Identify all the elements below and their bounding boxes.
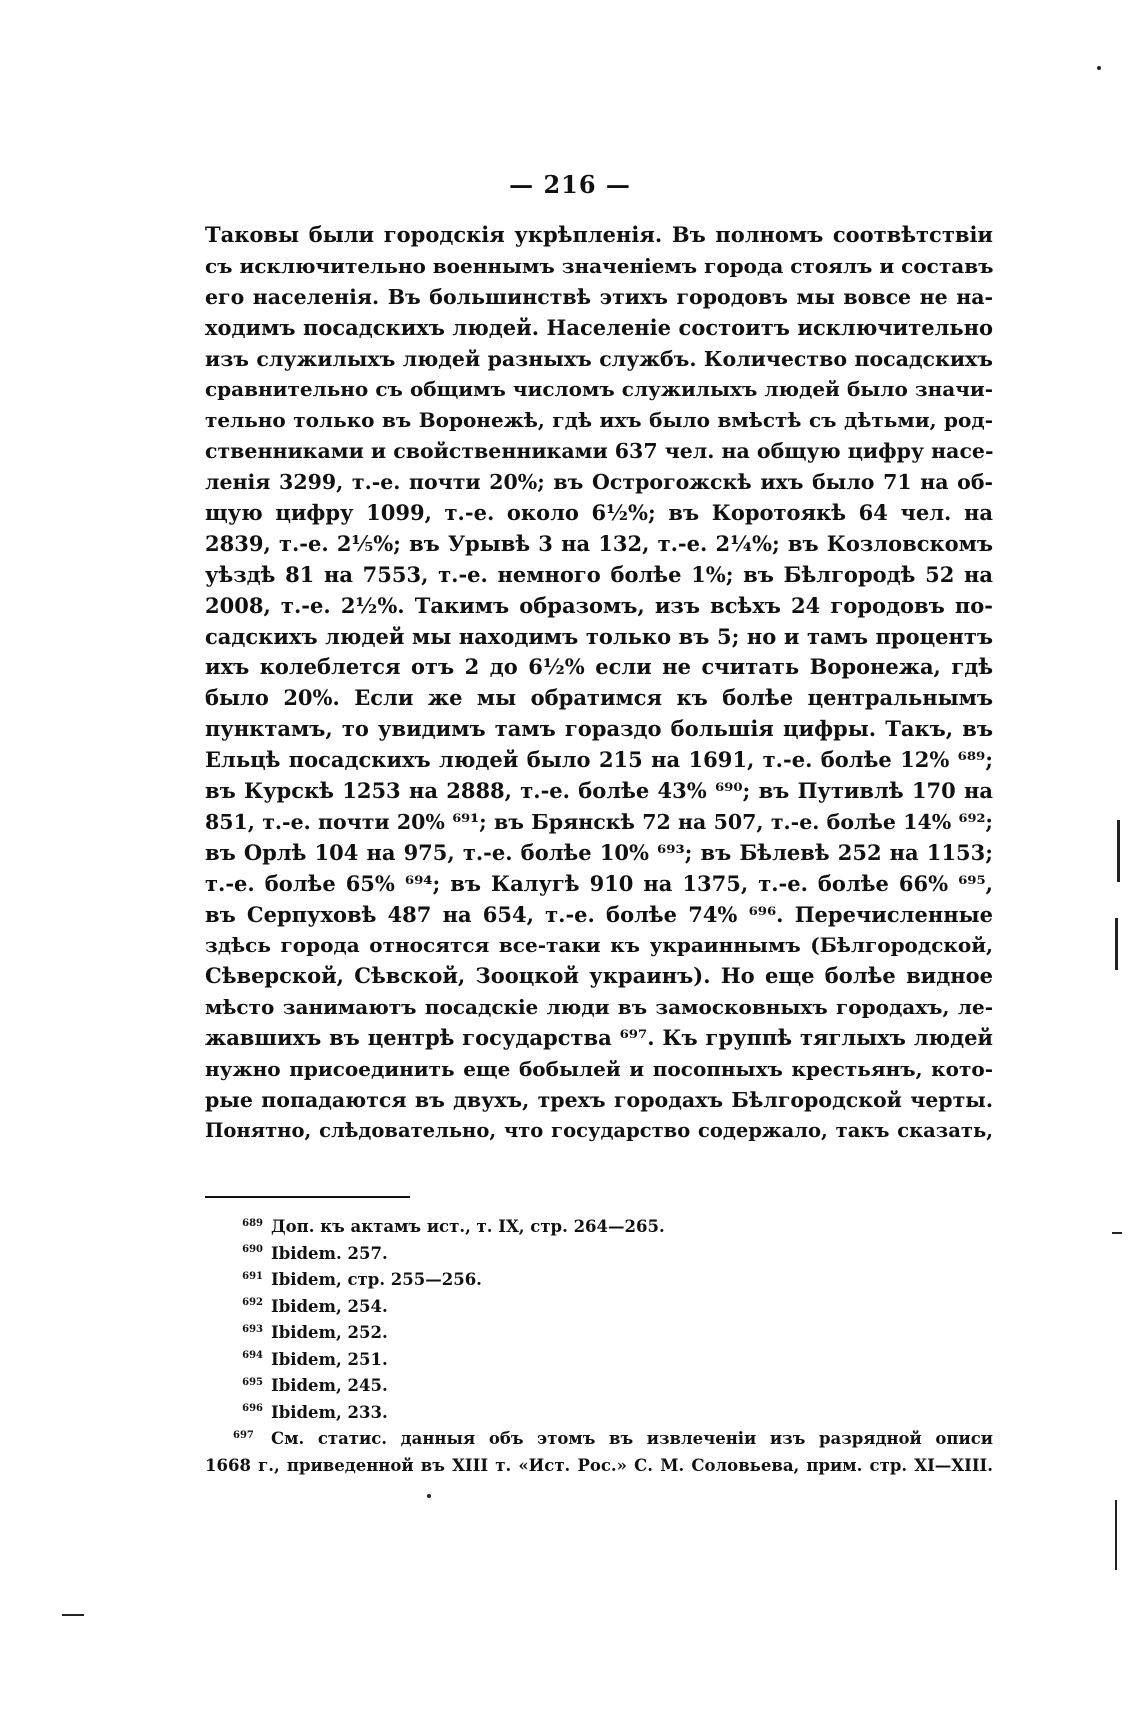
text-line: ходимъ посадскихъ людей. Населеніе состоитъ исключительно: [205, 314, 993, 340]
footnote: [205, 1214, 993, 1241]
text-line: въ Орлѣ 104 на 975, т.-е. болѣе 10% ⁶⁹³; въ Бѣлевѣ 252 на 1153;: [205, 839, 993, 865]
text-line: нужно присоединить еще бобылей и посопныхъ крестьянъ, кото-: [205, 1057, 993, 1082]
text-line: мѣсто занимаютъ посадскіе люди въ замосковныхъ городахъ, ле-: [205, 995, 993, 1020]
text-line: съ исключительно военнымъ значеніемъ города стоялъ и составъ: [205, 253, 993, 278]
scan-artifact: [427, 1494, 431, 1498]
footnote-divider: [205, 1196, 410, 1198]
footnote-number: 696: [242, 1403, 263, 1414]
footnote-number: 689: [242, 1217, 263, 1229]
footnote-number: 691: [242, 1270, 263, 1282]
footnote: [205, 1400, 993, 1427]
footnote: [205, 1347, 993, 1374]
text-line: въ Серпуховѣ 487 на 654, т.-е. болѣе 74% ⁶⁹⁶. Перечисленные: [205, 901, 993, 927]
page-number: — 216 —: [509, 170, 631, 199]
text-line: щую цифру 1099, т.-е. около 6½%; въ Коротоякѣ 64 чел. на: [205, 500, 993, 526]
footnote-text: Ibidem. 257.: [271, 1243, 388, 1263]
scan-artifact: [1115, 1500, 1117, 1570]
footnote: [205, 1426, 993, 1453]
footnote-number: 693: [242, 1323, 263, 1335]
text-line: ихъ колеблется отъ 2 до 6½% если не считать Воронежа, гдѣ: [205, 654, 993, 680]
text-line: 851, т.-е. почти 20% ⁶⁹¹; въ Брянскѣ 72 на 507, т.-е. болѣе 14% ⁶⁹²;: [205, 809, 993, 834]
footnote: [205, 1267, 993, 1294]
text-line: рые попадаются въ двухъ, трехъ городахъ Бѣлгородской черты.: [205, 1087, 993, 1112]
text-line: уѣздѣ 81 на 7553, т.-е. немного болѣе 1%; въ Бѣлгородѣ 52 на: [205, 561, 993, 587]
footnote-text: Доп. къ актамъ ист., т. IX, стр. 264—265.: [271, 1217, 665, 1236]
text-line: 2008, т.-е. 2½%. Такимъ образомъ, изъ всѣхъ 24 городовъ по-: [205, 592, 993, 618]
footnote-continuation: 1668 г., приведенной въ XIII т. «Ист. Рос.» С. М. Соловьева, прим. стр. XI—XIII.: [205, 1455, 993, 1475]
text-line: т.-е. болѣе 65% ⁶⁹⁴; въ Калугѣ 910 на 1375, т.-е. болѣе 66% ⁶⁹⁵,: [205, 870, 993, 896]
text-line: было 20%. Если же мы обратимся къ болѣе центральнымъ: [205, 685, 993, 711]
footnote-text: Ibidem, 251.: [271, 1349, 388, 1369]
footnote-text: Ibidem, 233.: [271, 1402, 388, 1422]
footnote-text: Ibidem, 245.: [271, 1376, 388, 1395]
text-line: Ельцѣ посадскихъ людей было 215 на 1691, т.-е. болѣе 12% ⁶⁸⁹;: [205, 747, 993, 773]
text-line: Понятно, слѣдовательно, что государство содержало, такъ сказать,: [205, 1118, 993, 1142]
footnote-text: Ibidem, 252.: [271, 1323, 388, 1342]
footnote-text: Ibidem, 254.: [271, 1296, 388, 1316]
footnote: [205, 1241, 993, 1268]
footnote-number: 692: [242, 1297, 263, 1308]
text-line: сравнительно съ общимъ числомъ служилыхъ людей было значи-: [205, 377, 993, 402]
text-line: здѣсь города относятся все-таки къ украиннымъ (Бѣлгородской,: [205, 933, 993, 958]
text-line: ленія 3299, т.-е. почти 20%; въ Острогожскѣ ихъ было 71 на об-: [205, 470, 993, 495]
footnote: [205, 1373, 993, 1400]
text-line: Сѣверской, Сѣвской, Зооцкой украинъ). Но еще болѣе видное: [205, 963, 993, 989]
text-line: ственниками и свойственниками 637 чел. на общую цифру насе-: [205, 439, 993, 464]
scan-artifact: [1112, 1232, 1122, 1234]
scan-artifact: [62, 1614, 84, 1616]
footnote: [205, 1320, 993, 1347]
text-line: въ Курскѣ 1253 на 2888, т.-е. болѣе 43% ⁶⁹⁰; въ Путивлѣ 170 на: [205, 778, 993, 804]
scan-artifact: [1117, 820, 1120, 882]
text-line: садскихъ людей мы находимъ только въ 5; но и тамъ процентъ: [205, 623, 993, 649]
footnote-number: 690: [242, 1244, 263, 1255]
text-line: изъ служилыхъ людей разныхъ службъ. Количество посадскихъ: [205, 346, 993, 371]
footnote-text: Ibidem, стр. 255—256.: [271, 1270, 482, 1289]
footnotes: [205, 1214, 993, 1479]
text-line: Таковы были городскія укрѣпленія. Въ полномъ соотвѣтствіи: [205, 222, 993, 247]
footnote-number: 695: [242, 1376, 263, 1388]
text-line: его населенія. Въ большинствѣ этихъ городовъ мы вовсе не на-: [205, 284, 993, 309]
scan-artifact: [1115, 918, 1118, 970]
footnote-number: 697: [233, 1429, 254, 1441]
body-text: [205, 220, 993, 1147]
footnote-text: См. статис. данныя объ этомъ въ извлеченіи изъ разрядной описи: [271, 1429, 993, 1448]
footnote: [205, 1294, 993, 1321]
footnote-number: 694: [242, 1350, 263, 1361]
text-line: тельно только въ Воронежѣ, гдѣ ихъ было вмѣстѣ съ дѣтьми, род-: [205, 408, 993, 433]
text-line: 2839, т.-е. 2⅕%; въ Урывѣ 3 на 132, т.-е. 2¼%; въ Козловскомъ: [205, 530, 993, 556]
text-line: пунктамъ, то увидимъ тамъ гораздо большія цифры. Такъ, въ: [205, 716, 993, 742]
text-line: жавшихъ въ центрѣ государства ⁶⁹⁷. Къ группѣ тяглыхъ людей: [205, 1025, 993, 1051]
scan-artifact: [1097, 66, 1101, 70]
